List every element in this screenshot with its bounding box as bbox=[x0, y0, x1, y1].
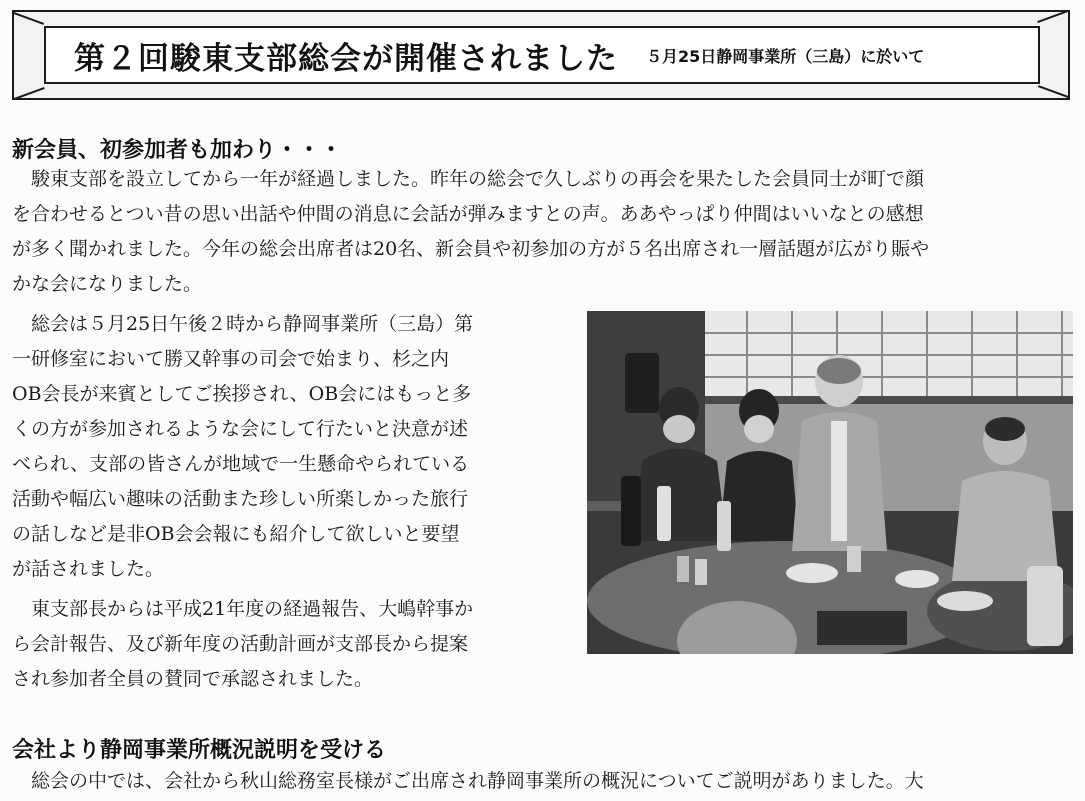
paragraph-line: を合わせるとつい昔の思い出話や仲間の消息に会話が弾みますとの声。ああやっぱり仲間はいいなとの感想 bbox=[12, 203, 924, 225]
paragraph-line: OB会長が来賓としてご挨拶され、OB会にはもっと多 bbox=[12, 383, 472, 405]
section1-heading: 新会員、初参加者も加わり・・・ bbox=[12, 138, 343, 163]
paragraph-line: 総会は５月25日午後２時から静岡事業所（三島）第 bbox=[12, 313, 474, 335]
frame-corner-tl bbox=[13, 12, 44, 25]
paragraph-line: べられ、支部の皆さんが地域で一生懸命やられている bbox=[12, 453, 470, 475]
frame-corner-bl bbox=[14, 87, 45, 100]
paragraph-line: 東支部長からは平成21年度の経過報告、大嶋幹事か bbox=[12, 598, 474, 620]
paragraph-line: ら会計報告、及び新年度の活動計画が支部長から提案 bbox=[12, 633, 469, 655]
frame-corner-br bbox=[1038, 85, 1069, 98]
meeting-photo bbox=[587, 311, 1073, 654]
paragraph-line: 総会の中では、会社から秋山総務室長様がご出席され静岡事業所の概況についてご説明がありました。大 bbox=[12, 770, 924, 792]
paragraph-line: 駿東支部を設立してから一年が経過しました。昨年の総会で久しぶりの再会を果たした会員同士が町で顔 bbox=[12, 168, 925, 190]
paragraph-line: が話されました。 bbox=[12, 558, 165, 580]
meeting-photo-image bbox=[587, 311, 1073, 654]
paragraph-line: 活動や幅広い趣味の活動また珍しい所楽しかった旅行 bbox=[12, 488, 469, 510]
paragraph-line: の話しなど是非OB会会報にも紹介して欲しいと要望 bbox=[12, 523, 460, 545]
frame-corner-tr bbox=[1037, 10, 1068, 23]
title-box bbox=[44, 26, 1040, 84]
page-subtitle: ５月25日静岡事業所（三島）に於いて bbox=[646, 46, 925, 66]
paragraph-line: くの方が参加されるような会にして行たいと決意が述 bbox=[12, 418, 469, 440]
paragraph-line: が多く聞かれました。今年の総会出席者は20名、新会員や初参加の方が５名出席され一層話題が広がり賑や bbox=[12, 238, 930, 260]
paragraph-line: 一研修室において勝又幹事の司会で始まり、杉之内 bbox=[12, 348, 450, 370]
section2-heading: 会社より静岡事業所概況説明を受ける bbox=[12, 738, 387, 763]
title-banner bbox=[12, 10, 1070, 100]
paragraph-line: かな会になりました。 bbox=[12, 273, 203, 295]
paragraph-line: され参加者全員の賛同で承認されました。 bbox=[12, 668, 374, 690]
page-title: 第２回駿東支部総会が開催されました bbox=[74, 40, 618, 77]
